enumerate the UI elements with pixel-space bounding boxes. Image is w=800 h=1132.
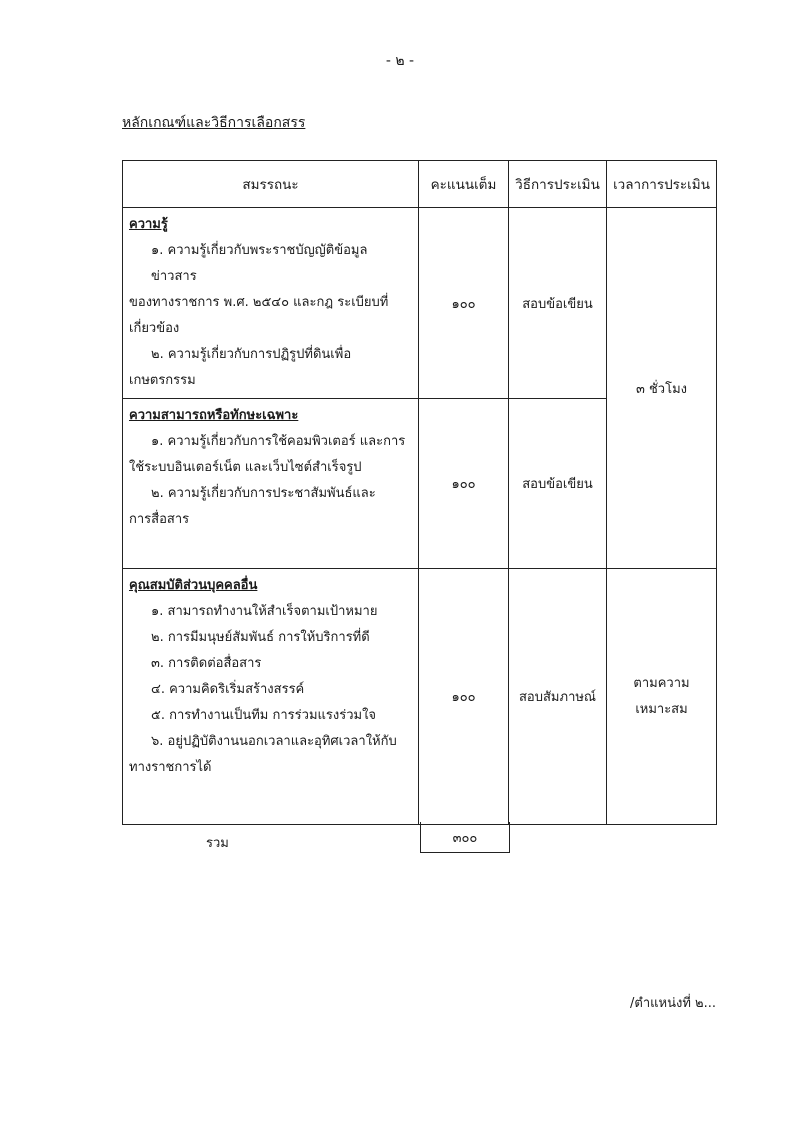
list-item: ๑. ความรู้เกี่ยวกับพระราชบัญญัติข้อมูลข่าวสาร	[151, 243, 368, 284]
list-item-continuation: เกษตรกรรม	[129, 373, 196, 388]
list-item-continuation: การสื่อสาร	[129, 512, 190, 527]
header-time: เวลาการประเมิน	[607, 161, 717, 208]
score-cell: ๑๐๐	[419, 208, 509, 399]
group-title-personal: คุณสมบัติส่วนบุคคลอื่น	[129, 578, 258, 593]
list-item: ๒. การมีมนุษย์สัมพันธ์ การให้บริการที่ดี	[151, 630, 370, 645]
time-cell-interview	[607, 569, 717, 825]
list-item-continuation: ของทางราชการ พ.ศ. ๒๕๔๐ และกฎ ระเบียบที่	[129, 295, 389, 310]
score-cell: ๑๐๐	[419, 399, 509, 569]
selection-criteria-table	[122, 160, 717, 825]
continuation-note: /ตำแหน่งที่ ๒...	[630, 996, 716, 1011]
list-item: ๓. การติดต่อสื่อสาร	[151, 656, 262, 671]
list-item: ๒. ความรู้เกี่ยวกับการปฏิรูปที่ดินเพื่อ	[151, 347, 352, 362]
list-item-continuation: ใช้ระบบอินเตอร์เน็ต และเว็บไซต์สำเร็จรูป	[129, 460, 362, 475]
list-item: ๕. การทำงานเป็นทีม การร่วมแรงร่วมใจ	[151, 708, 377, 723]
section-heading: หลักเกณฑ์และวิธีการเลือกสรร	[122, 115, 306, 131]
method-cell: สอบข้อเขียน	[509, 399, 607, 569]
table-header-row	[123, 161, 717, 208]
list-item: ๑. สามารถทำงานให้สำเร็จตามเป้าหมาย	[151, 604, 378, 619]
list-item-continuation: เกี่ยวข้อง	[129, 321, 180, 336]
header-method: วิธีการประเมิน	[509, 161, 607, 208]
list-item: ๔. ความคิดริเริ่มสร้างสรรค์	[151, 682, 305, 697]
time-cell-written: ๓ ชั่วโมง	[607, 208, 717, 569]
table-row	[123, 569, 717, 825]
total-label: รวม	[206, 836, 229, 851]
header-full-score: คะแนนเต็ม	[419, 161, 509, 208]
method-cell: สอบสัมภาษณ์	[509, 569, 607, 825]
group-title-knowledge: ความรู้	[129, 217, 168, 232]
competency-cell	[123, 208, 419, 399]
time-interview-line-2: เหมาะสม	[635, 701, 688, 717]
competency-cell	[123, 399, 419, 569]
list-item: ๖. อยู่ปฏิบัติงานนอกเวลาและอุทิศเวลาให้กับ	[151, 734, 397, 749]
header-competency: สมรรถนะ	[123, 161, 419, 208]
total-value: ๓๐๐	[420, 822, 510, 853]
competency-cell	[123, 569, 419, 825]
method-cell: สอบข้อเขียน	[509, 208, 607, 399]
time-interview-line-1: ตามความ	[633, 675, 690, 691]
page-number: - ๒ -	[385, 53, 415, 69]
table-row	[123, 208, 717, 399]
list-item: ๒. ความรู้เกี่ยวกับการประชาสัมพันธ์และ	[151, 486, 376, 501]
group-title-skills: ความสามารถหรือทักษะเฉพาะ	[129, 408, 299, 423]
score-cell: ๑๐๐	[419, 569, 509, 825]
list-item-continuation: ทางราชการได้	[129, 760, 212, 775]
list-item: ๑. ความรู้เกี่ยวกับการใช้คอมพิวเตอร์ และการ	[151, 434, 406, 449]
